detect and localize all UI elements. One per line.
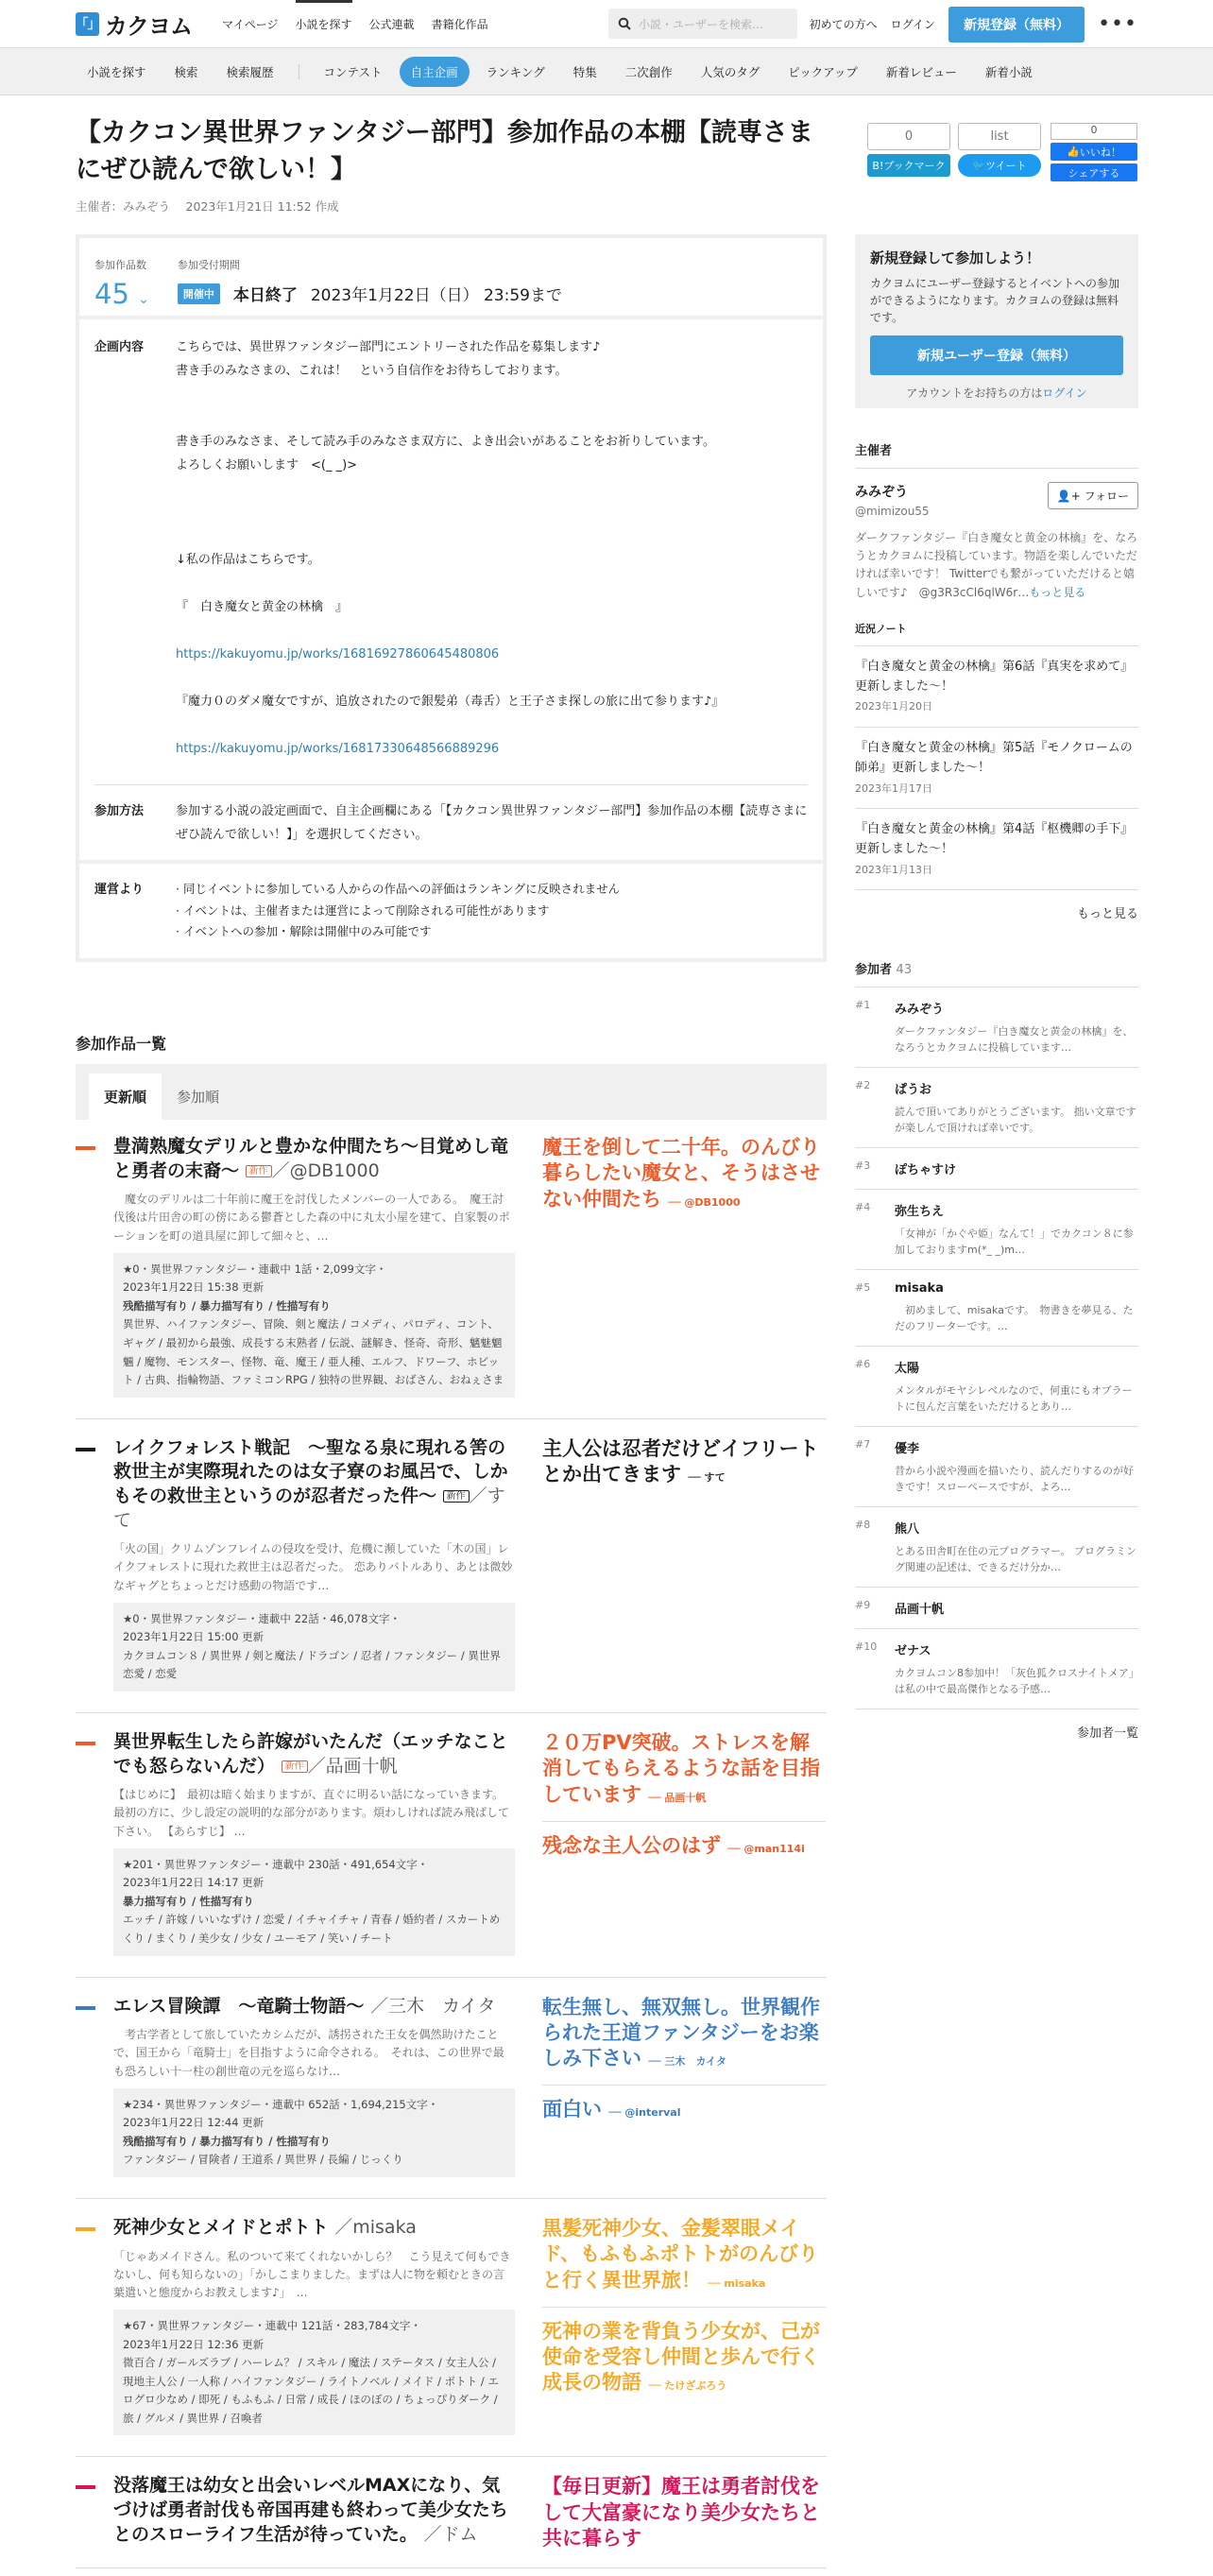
work-link[interactable]: https://kakuyomu.jp/works/16816927860645480806 (176, 647, 500, 661)
works-tabs (76, 1064, 827, 1120)
new-badge: 新作 (246, 1165, 272, 1177)
search-icon (618, 17, 631, 30)
tweet-button[interactable] (958, 154, 1041, 177)
host-id: @mimizou55 (855, 505, 930, 518)
new-badge: 新作 (443, 1490, 470, 1503)
note-item[interactable]: 『白き魔女と黄金の林檎』第5話『モノクロームの師弟』更新しました～！ 2023年1月17日 (855, 728, 1138, 809)
chevron-down-icon: ⌄ (138, 292, 149, 307)
twitter-icon: 🐦 (972, 159, 986, 172)
login-link[interactable]: ログイン (890, 18, 936, 31)
thumbs-up-icon: 👍 (1067, 146, 1080, 158)
page-meta (76, 197, 831, 215)
members-more-link[interactable]: 参加者一覧 (1076, 1726, 1138, 1742)
works-list (76, 1118, 827, 2568)
work-reviews (542, 1995, 826, 2148)
notes-heading: 近況ノート (855, 621, 1138, 646)
work-info (113, 1603, 515, 1692)
sidebar (855, 234, 1138, 1741)
work-title[interactable]: 死神少女とメイドとポトト ／misaka (113, 2216, 417, 2238)
member-item[interactable]: #1 みみぞう ダークファンタジー『白き魔女と黄金の林檎』を、なろうとカクヨムに投稿しています… (855, 987, 1138, 1068)
notes-more-link[interactable]: もっと見る (1076, 907, 1138, 922)
review-author: ── @man114i (727, 1842, 805, 1855)
content-text (176, 336, 724, 762)
content-line: よろしくお願いします <(_ _)> (176, 458, 358, 472)
member-item[interactable]: #5 misaka 初めまして、misakaです。 物書きを夢見る、ただのフリーターです。… (855, 1270, 1138, 1347)
genre-bar (76, 2006, 95, 2010)
subnav-new-reviews[interactable]: 新着レビュー (885, 64, 957, 79)
admin-note: · イベントは、主催者または運営によって削除される可能性があります (176, 902, 550, 918)
member-item[interactable]: #9 品画十帆 (855, 1588, 1138, 1629)
host-section (855, 440, 1138, 602)
work-info (113, 1253, 515, 1398)
login-prompt: アカウントをお持ちの方はログイン (906, 386, 1087, 400)
work-item (76, 2199, 827, 2457)
work-item (76, 1419, 827, 1713)
member-item[interactable]: #3 ぽちゃすけ (855, 1148, 1138, 1190)
work-stats: ★67・異世界ファンタジー・連載中 121話・283,784文字・ (123, 2319, 421, 2333)
like-count: 0 (1051, 123, 1137, 140)
content-line (176, 714, 724, 738)
more-menu-icon[interactable]: ••• (1098, 12, 1137, 36)
subnav-pickup[interactable]: ピックアップ (788, 64, 858, 79)
review-author: ── 三木 カイタ (648, 2055, 727, 2069)
work-item (76, 2457, 827, 2568)
entry-count-block (94, 257, 149, 310)
member-item[interactable]: #6 太陽 メンタルがモヤシレベルなので、何重にもオブラートに包んだ言葉をいただけるとあり… (855, 1347, 1138, 1427)
event-summary (79, 238, 823, 319)
work-author[interactable]: ／@DB1000 (271, 1159, 380, 1181)
host-heading: 主催者 (855, 440, 1138, 469)
status-badge: 開催中 (178, 283, 220, 304)
tweet-label: ツイート (985, 160, 1027, 172)
work-title[interactable]: 豊満熟魔女デリルと豊かな仲間たち～目覚めし竜と勇者の末裔～ 新作 ／@DB1000 (113, 1136, 509, 1181)
genre-bar (76, 2227, 95, 2231)
content-line: 『魔力０のダメ魔女ですが、追放されたので銀髪弟（毒舌）と王子さま探しの旅に出て参ります♪』 (176, 695, 725, 709)
member-item[interactable]: #2 ぱうお 読んで頂いてありがとうございます。 拙い文章ですが楽しんで頂ければ幸いです。 (855, 1068, 1138, 1148)
member-item[interactable]: #7 優李 昔から小説や漫画を描いたり、読んだりするのが好きです！スローペースですが、よろ… (855, 1427, 1138, 1507)
method-text: 参加する小説の設定画面で、自主企画欄にある「【カクコン異世界ファンタジー部門】参加作品の本棚【読専さまにぜひ読んで欲しい！】」を選択してください。 (176, 804, 808, 842)
work-reviews (542, 2474, 826, 2576)
period-block (177, 257, 562, 305)
review-catchphrase[interactable]: 主人公は忍者だけどイフリートとか出てきます ── すて (542, 1436, 819, 1485)
review-author: ── すて (688, 1470, 726, 1484)
event-details (76, 234, 827, 962)
member-item[interactable]: #8 熊八 とある田舎町在住の元プログラマー。 プログラミング関連の記述は、できるだけ分か… (855, 1507, 1138, 1588)
work-updated: 2023年1月22日 15:38 更新 (123, 1280, 265, 1295)
bookmark-share (867, 123, 950, 177)
admin-note: · イベントへの参加・解除は開催中のみ可能です (176, 924, 432, 939)
logo-mark: 「」 (76, 12, 99, 36)
bookmark-count: 0 (867, 123, 950, 150)
subnav-user-events[interactable]: 自主企画 (400, 57, 470, 87)
signup-title: 新規登録して参加しよう！ (870, 249, 1041, 266)
new-badge: 新作 (282, 1760, 308, 1773)
subnav-search[interactable]: 検索 (174, 64, 198, 79)
work-stats: ★201・異世界ファンタジー・連載中 230話・491,654文字・ (123, 1857, 429, 1871)
search-input[interactable] (608, 9, 797, 39)
method-label: 参加方法 (94, 804, 145, 818)
content-line (176, 478, 724, 502)
facebook-share (1051, 123, 1137, 181)
review-catchphrase[interactable]: 魔王を倒して二十年。のんびり暮らしたい魔女と、そうはさせない仲間たち ── @DB1000 (542, 1136, 820, 1211)
nav-official[interactable]: 公式連載 (368, 17, 415, 31)
note-item[interactable]: 『白き魔女と黄金の林檎』第4話『枢機卿の手下』更新しました～！ 2023年1月13日 (855, 809, 1138, 890)
content-line: 『 白き魔女と黄金の林檎 』 (176, 600, 349, 614)
subnav-tags[interactable]: 人気のタグ (700, 64, 760, 79)
created-date: 2023年1月21日 11:52 作成 (185, 199, 339, 215)
work-title[interactable]: レイクフォレスト戦記 ～聖なる泉に現れる筈の救世主が実際現れたのは女子寮のお風呂で、しかもその救世主というのが忍者だった件～ 新作 ／すて (113, 1436, 508, 1531)
work-item (76, 1978, 827, 2199)
review-author: ── @interval (608, 2106, 681, 2120)
event-content (79, 319, 823, 864)
work-info (113, 2088, 515, 2177)
header-actions (810, 0, 1137, 48)
content-line (176, 667, 724, 691)
members-heading: 参加者 43 (855, 959, 1138, 987)
review-catchphrase[interactable]: 死神の業を背負う少女が、己が使命を受容し仲間と歩んで行く成長の物語 ── たけざぶろう (542, 2319, 820, 2395)
login-link[interactable]: ログイン (1042, 386, 1087, 400)
work-reviews (542, 1436, 826, 1513)
page-title: 【カクコン異世界ファンタジー部門】参加作品の本棚【読専さまにぜひ読んで欲しい！】 (76, 118, 813, 185)
tab-joined[interactable]: 参加順 (177, 1089, 220, 1106)
signup-button[interactable]: 新規ユーザー登録（無料） (870, 335, 1123, 375)
work-link[interactable]: https://kakuyomu.jp/works/16817330648566889296 (176, 742, 500, 756)
review-author: ── @DB1000 (668, 1195, 741, 1209)
works-heading: 参加作品一覧 (76, 1035, 167, 1053)
sub-navigation (0, 48, 1213, 95)
work-title[interactable]: 異世界転生したら許嫁がいたんだ（エッチなことでも怒らないんだ） 新作 ／品画十帆 (113, 1730, 508, 1777)
genre-bar (76, 2485, 95, 2489)
work-intro: 魔女のデリルは二十年前に魔王を討伐したメンバーの一人である。 魔王討伐後は片田舎の町の傍にある鬱蒼とした森の中に丸太小屋を建て、自家製のポーションを町の道具屋に卸して細々と、… (113, 1193, 510, 1243)
work-intro: 【はじめに】 最初は暗く始まりますが、直ぐに明るい話になっていきます。 最初の方に、少し設定の説明的な部分があります。煩わしければ読み飛ばして下さい。 【あらすじ】 … (113, 1788, 510, 1838)
facebook-like-button[interactable] (1051, 143, 1137, 161)
hatena-bookmark-button[interactable]: B!ブックマーク (867, 154, 950, 177)
work-title[interactable]: 没落魔王は幼女と出会いレベルMAXになり、気づけば勇者討伐も帝国再建も終わって美少女たちとのスローライフ生活が待っていた。 ／ドム (113, 2475, 508, 2545)
subnav-ranking[interactable]: ランキング (486, 64, 545, 79)
entry-count-value: 45 (94, 278, 129, 310)
work-tags[interactable]: 異世界、ハイファンタジー、冒険、剣と魔法 / コメディ、パロディ、コント、ギャグ / 最初から最強、成長する末熟者 / 伝説、謎解き、怪奇、奇形、魑魅魍魎 / 魔物、モンスター、怪物、竜、魔王 / 亜人種、エルフ、ドワーフ、ホビット / 古典、指輪物語、ファミコンRPG / 独特の世界観、おばさん、おねぇさま (123, 1317, 504, 1387)
work-intro: 「火の国」クリムゾンフレイムの侵攻を受け、危機に瀕していた「木の国」レイクフォレストに現れた救世主は忍者だった。 恋ありバトルあり、あとは微妙なギャグとちょっとだけ感動の物語です… (113, 1542, 513, 1592)
like-label: いいね！ (1079, 146, 1121, 159)
work-intro: 考古学者として旅していたカシムだが、誘拐された王女を偶然助けたことで、国王から「竜騎士」を目指すように命令される。 それは、この世界で最も恐ろしい十一柱の創世竜の元を巡らなけ… (113, 2028, 504, 2078)
work-author[interactable]: ／ドム (423, 2523, 478, 2545)
content-line: こちらでは、異世界ファンタジー部門にエントリーされた作品を募集します♪ (176, 340, 601, 354)
work-reviews (542, 2216, 826, 2421)
review-catchphrase[interactable]: 面白い ── @interval (542, 2098, 681, 2121)
work-updated: 2023年1月22日 12:36 更新 (123, 2337, 265, 2351)
review-catchphrase[interactable]: 【毎日更新】魔王は勇者討伐をして大富豪になり美少女たちと共に暮らす (542, 2475, 820, 2550)
work-updated: 2023年1月22日 14:17 更新 (123, 1876, 265, 1890)
content-line (176, 525, 724, 549)
work-warnings: 暴力描写有り / 性描写有り (123, 1894, 254, 1908)
period-label: 参加受付期間 (177, 259, 240, 271)
work-author[interactable]: ／misaka (334, 2216, 417, 2238)
content-line (176, 384, 724, 407)
host-label[interactable]: 主催者：みみぞう (76, 199, 171, 215)
work-updated: 2023年1月22日 15:00 更新 (123, 1630, 265, 1644)
content-line: ↓私の作品はこちらです。 (176, 553, 320, 567)
work-info (113, 2310, 515, 2435)
work-stats: ★234・異世界ファンタジー・連載中 652話・1,694,215文字・ (123, 2097, 439, 2111)
review-author: ── misaka (708, 2276, 766, 2290)
subnav-find[interactable]: 小説を探す (87, 64, 146, 79)
members-section (855, 959, 1138, 1741)
review-catchphrase[interactable]: 残念な主人公のはず ── @man114i (542, 1833, 805, 1857)
work-warnings: 残酷描写有り / 暴力描写有り / 性描写有り (123, 2134, 331, 2148)
genre-bar (76, 1146, 95, 1150)
period-end: 本日終了 (232, 286, 298, 305)
work-author[interactable]: ／三木 カイタ (370, 1995, 496, 2017)
content-line (176, 407, 724, 431)
nav-books[interactable]: 書籍化作品 (431, 17, 488, 31)
host-desc: ダークファンタジー『白き魔女と黄金の林檎』を、なろうとカクヨムに投稿しています。物語を楽しんでいただければ幸いです！ Twitterでも繋がっていただけると嬉しいです♪ @g3R3cCl6qlW6r…もっと見る (855, 531, 1138, 599)
content-line: 書き手のみなさまの、これは！ という自信作をお待ちしております。 (176, 364, 568, 378)
list-box: list (958, 123, 1041, 150)
note-item[interactable]: 『白き魔女と黄金の林檎』第6話『真実を求めて』更新しました～！ 2023年1月20日 (855, 646, 1138, 728)
work-item (76, 1713, 827, 1978)
work-reviews (542, 1730, 826, 1883)
tab-updated[interactable]: 更新順 (89, 1073, 162, 1120)
work-item (76, 1118, 827, 1419)
genre-bar (76, 1448, 95, 1451)
subnav-fanfic[interactable]: 二次創作 (624, 64, 673, 79)
subnav-contest[interactable]: コンテスト (323, 64, 383, 79)
member-item[interactable]: #4 弥生ちえ 「女神が「かぐや姫」なんて！」でカクコン８に参加しておりますm(*_ _)m… (855, 1190, 1138, 1270)
register-button[interactable]: 新規登録（無料） (948, 7, 1085, 43)
first-visit-link[interactable]: 初めての方へ (809, 18, 878, 31)
work-stats: ★0・異世界ファンタジー・連載中 22話・46,078文字・ (123, 1611, 401, 1625)
review-author: ── 品画十帆 (648, 1791, 707, 1804)
entry-count[interactable] (94, 278, 149, 310)
host-name[interactable]: みみぞう (855, 485, 908, 500)
add-user-icon: 👤+ (1056, 489, 1081, 503)
work-updated: 2023年1月22日 12:44 更新 (123, 2116, 265, 2130)
tweet-share (958, 123, 1041, 177)
work-stats: ★0・異世界ファンタジー・連載中 1話・2,099文字・ (123, 1262, 387, 1276)
work-intro: 「じゃあメイドさん。私のついて来てくれないかしら？ こう見えて何もできないし、何も知らないの」「かしこまりました。まずは人に物を頼むときの言葉遣いと態度からお教えします♪」 … (113, 2249, 511, 2299)
work-info (113, 1848, 515, 1956)
work-tags[interactable]: カクヨムコン８ / 異世界 / 剣と魔法 / ドラゴン / 忍者 / ファンタジー / 異世界恋愛 / 恋愛 (123, 1648, 501, 1681)
period-date: 2023年1月22日（日） 23:59まで (310, 286, 562, 305)
notes-section (855, 621, 1138, 922)
work-tags[interactable]: エッチ / 許嫁 / いいなずけ / 恋愛 / イチャイチャ / 青春 / 婚約者 / スカートめくり / まくり / 美少女 / 少女 / ユーモア / 笑い / チート (123, 1913, 501, 1946)
genre-bar (76, 1742, 95, 1745)
content-line (176, 502, 724, 525)
signup-desc: カクヨムにユーザー登録するとイベントへの参加ができるようになります。カクヨムの登録は無料です。 (870, 277, 1120, 324)
entry-count-label: 参加作品数 (94, 259, 146, 271)
review-catchphrase[interactable]: 転生無し、無双無し。世界観作られた王道ファンタジーをお楽しみ下さい ── 三木 カイタ (542, 1995, 826, 2087)
content-line: 書き手のみなさま、そして読み手のみなさま双方に、よき出会いがあることをお祈りしています。 (176, 435, 715, 449)
nav-mypage[interactable]: マイページ (222, 17, 279, 31)
header-nav (222, 0, 488, 47)
host-more-link[interactable]: もっと見る (1029, 585, 1086, 599)
work-author[interactable]: ／すて (113, 1485, 505, 1531)
work-tags[interactable]: 微百合 / ガールズラブ / ハーレム？ / スキル / 魔法 / ステータス / 女主人公 / 現地主人公 / 一人称 / ハイファンタジー / ライトノベル / メイド / ポトト / エログロ少なめ / 即死 / もふもふ / 日常 / 成長 / ほのぼの / ちょっぴりダーク / 旅 / グルメ / 異世界 / 召喚者 (123, 2356, 499, 2425)
work-reviews (542, 1135, 826, 1237)
admin-note: · 同じイベントに参加している人からの作品への評価はランキングに反映されません (176, 882, 621, 897)
nav-find-novels[interactable]: 小説を探す (296, 0, 352, 47)
logo-text: カクヨム (105, 12, 192, 40)
subnav-history[interactable]: 検索履歴 (226, 64, 274, 79)
admin-notes (79, 864, 823, 958)
work-warnings: 残酷描写有り / 暴力描写有り / 性描写有り (123, 1298, 331, 1313)
review-catchphrase[interactable]: ２０万PV突破。ストレスを解消してもらえるような話を目指しています ── 品画十帆 (542, 1730, 826, 1822)
subnav-new-novels[interactable]: 新着小説 (984, 64, 1033, 79)
search-placeholder: 小説・ユーザーを検索… (639, 17, 764, 31)
member-item[interactable]: #10 ゼナス カクヨムコン8参加中！「灰色狐クロスナイトメア」は私の中で最高傑作となる予感… (855, 1629, 1138, 1709)
global-header (0, 0, 1213, 48)
facebook-share-button[interactable]: シェアする (1051, 163, 1137, 181)
content-line (176, 620, 724, 644)
review-catchphrase[interactable]: 黒髪死神少女、金髪翠眼メイド、もふもふポトトがのんびりと行く異世界旅！ ── misaka (542, 2216, 826, 2308)
work-tags[interactable]: ファンタジー / 冒険者 / 王道系 / 異世界 / 長編 / じっくり (123, 2153, 403, 2167)
review-author: ── たけざぶろう (648, 2379, 727, 2393)
follow-button[interactable]: 👤+ フォロー (1048, 482, 1138, 509)
logo[interactable] (76, 8, 192, 41)
work-title[interactable]: エレス冒険譚 ～竜騎士物語～ ／三木 カイタ (113, 1995, 496, 2017)
content-label: 企画内容 (94, 340, 145, 354)
admin-label: 運営より (94, 883, 145, 898)
signup-box (855, 234, 1138, 408)
subnav-features[interactable]: 特集 (572, 64, 597, 79)
title-area (76, 114, 831, 215)
content-line (176, 573, 724, 596)
work-author[interactable]: ／品画十帆 (307, 1755, 398, 1777)
